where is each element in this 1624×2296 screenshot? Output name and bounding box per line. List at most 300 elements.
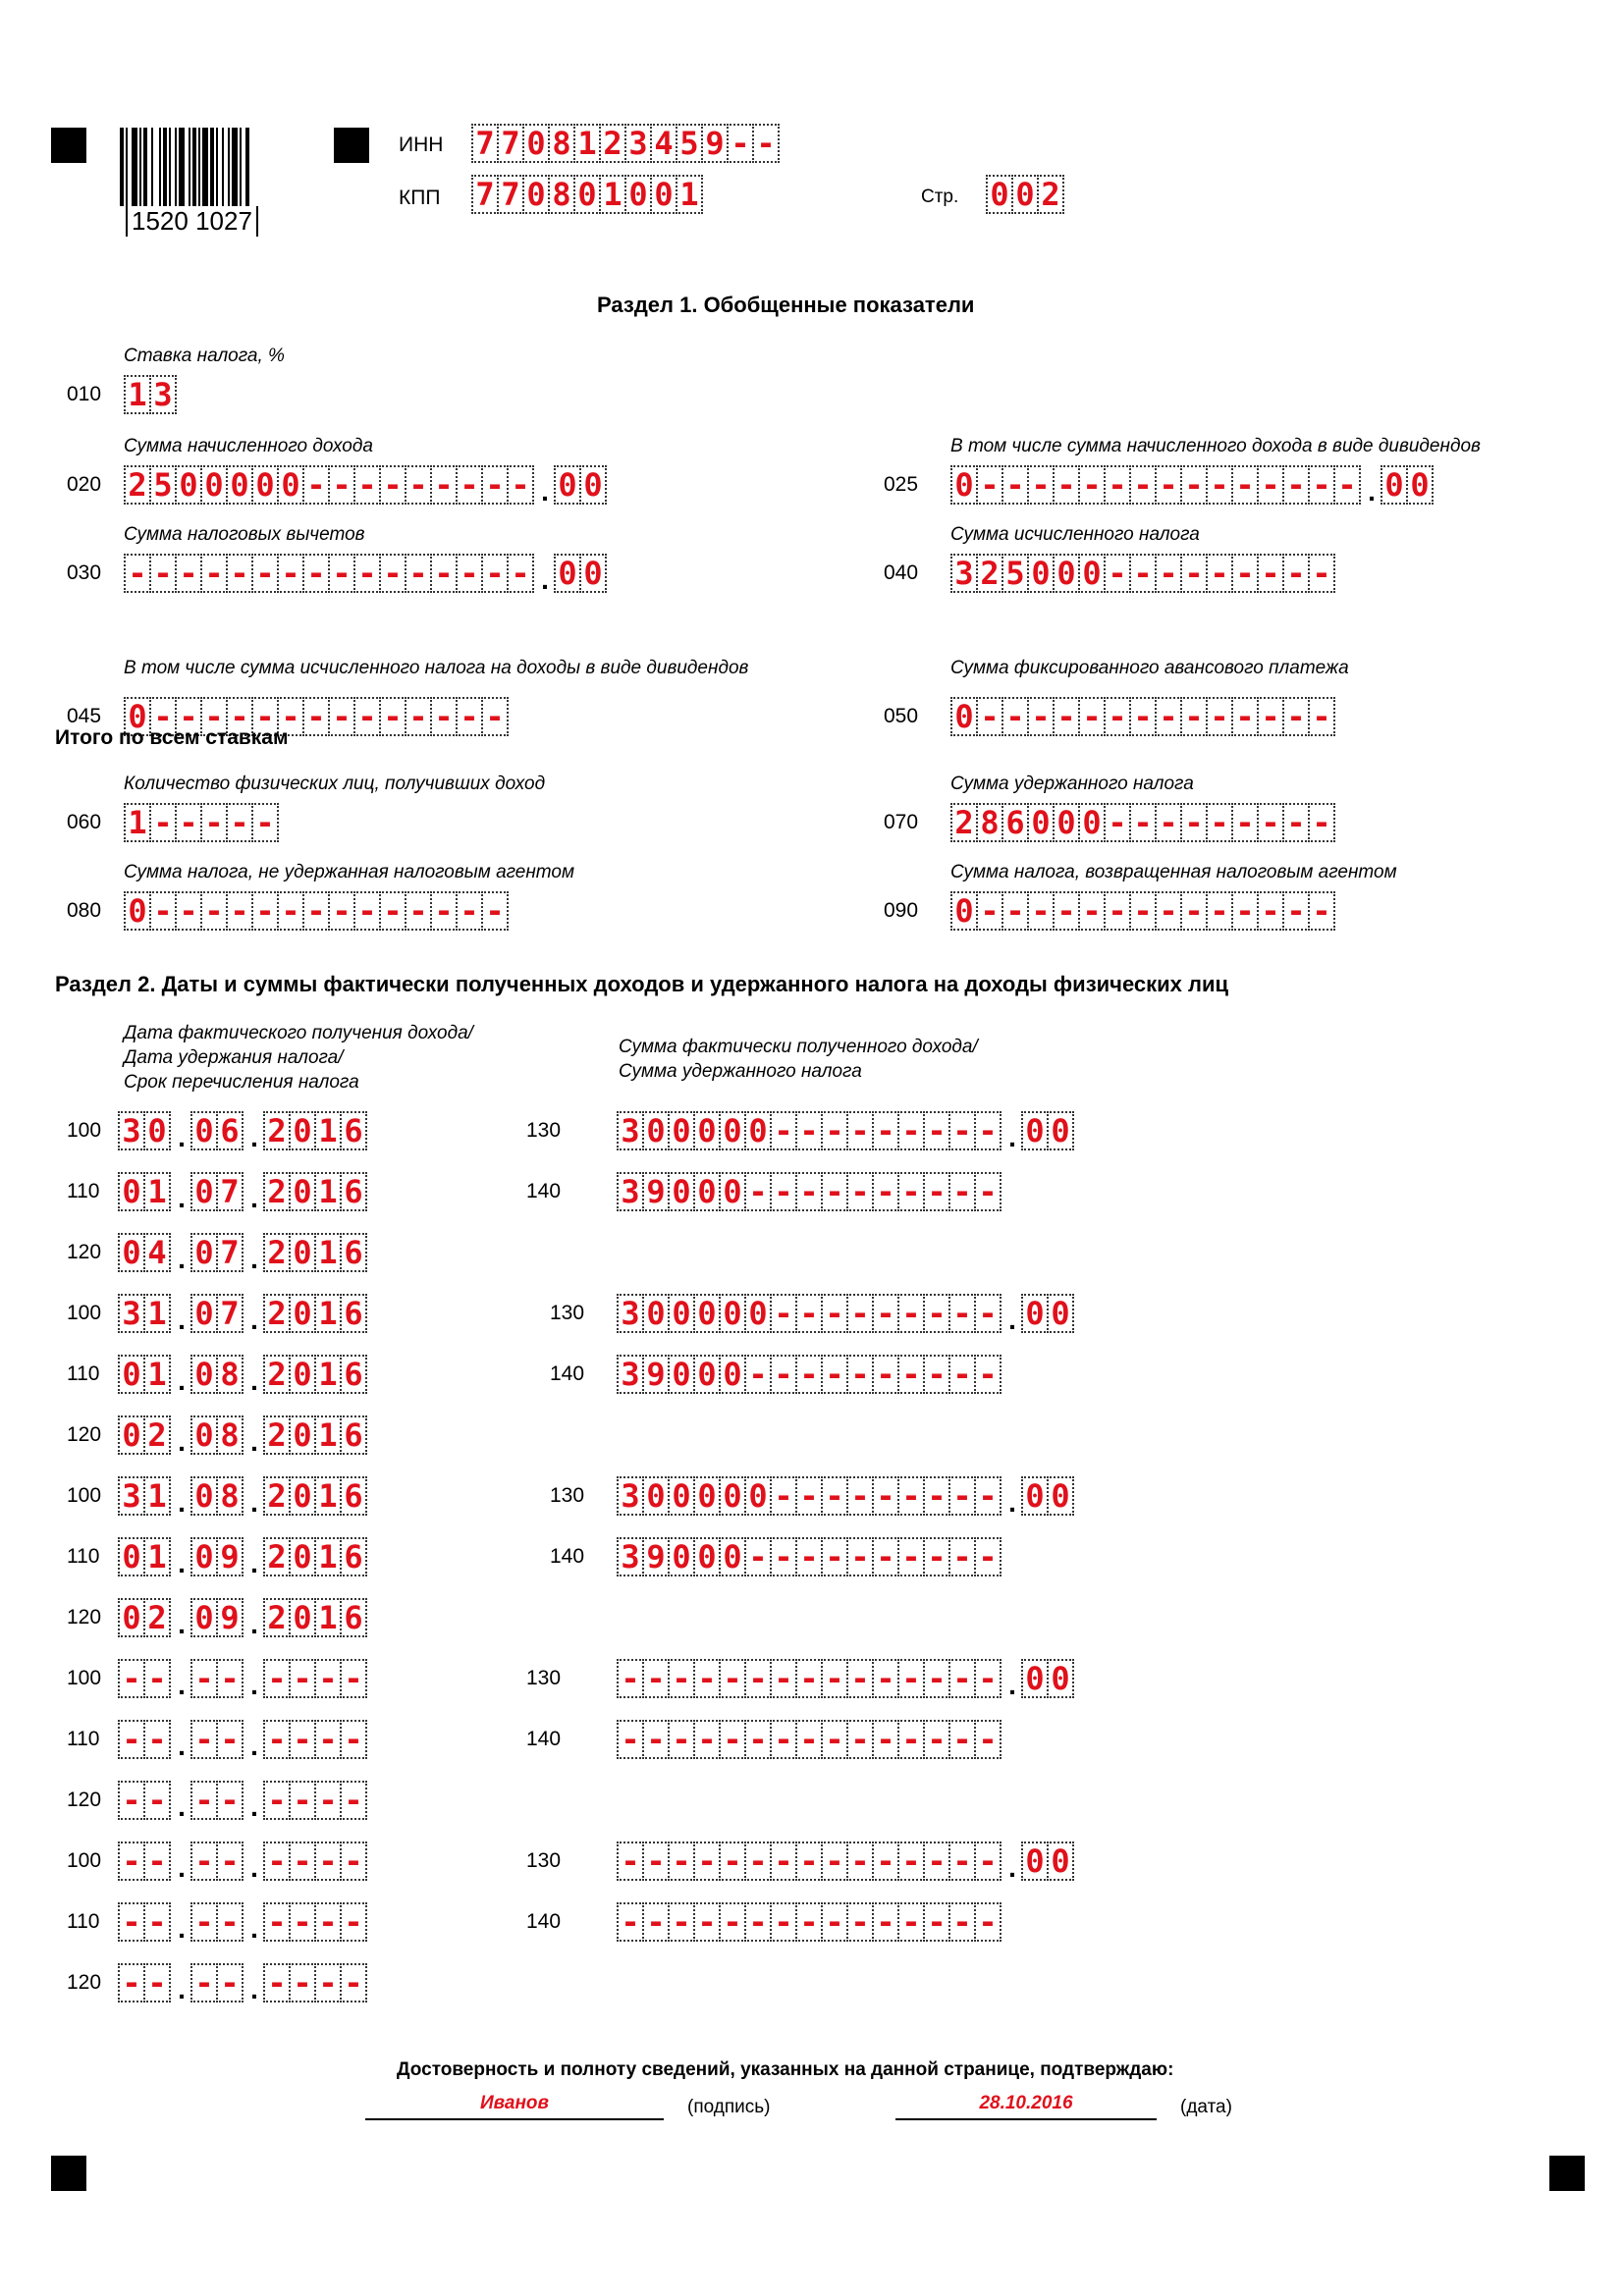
barcode-bar [216, 128, 218, 206]
separator: . [250, 1913, 258, 1944]
signature-field[interactable]: Иванов [365, 2093, 664, 2120]
char-cell: - [1129, 465, 1157, 505]
amount-field-130[interactable] [617, 1657, 1074, 1700]
char-cell: - [770, 1111, 797, 1150]
separator: . [178, 1731, 186, 1761]
char-cell: - [1257, 803, 1284, 842]
char-cell: - [693, 1902, 721, 1942]
char-cell: - [277, 891, 304, 931]
char-cell: - [328, 891, 355, 931]
char-cell: - [948, 1659, 976, 1698]
char-cell: - [190, 1842, 218, 1881]
char-cell: - [821, 1172, 848, 1211]
char-cell: - [302, 891, 330, 931]
char-cell: - [251, 554, 279, 593]
char-cell: 0 [1047, 1476, 1074, 1516]
field-050[interactable] [950, 695, 1335, 738]
char-cell: - [379, 891, 406, 931]
field-070[interactable] [950, 801, 1335, 844]
char-cell: 3 [617, 1537, 644, 1576]
char-cell: 9 [642, 1537, 670, 1576]
char-cell: - [923, 1537, 950, 1576]
separator: . [178, 1305, 186, 1335]
char-cell: - [1206, 465, 1233, 505]
date-field-100[interactable] [118, 1292, 367, 1335]
char-cell: - [226, 554, 253, 593]
separator: . [541, 564, 549, 595]
separator: . [178, 1487, 186, 1518]
char-cell: - [481, 465, 509, 505]
char-cell: 2 [950, 803, 978, 842]
date-field-110[interactable] [118, 1353, 367, 1396]
char-cell: 0 [1021, 1294, 1049, 1333]
char-cell: 0 [289, 1111, 316, 1150]
char-cell: - [744, 1172, 772, 1211]
char-cell: - [353, 697, 381, 736]
line-code-110: 110 [67, 1362, 100, 1385]
separator: . [178, 1670, 186, 1700]
char-cell: - [744, 1720, 772, 1759]
char-cell: 0 [1078, 554, 1106, 593]
char-cell: - [872, 1902, 899, 1942]
line-code-120: 120 [67, 1606, 102, 1629]
char-cell: - [795, 1294, 823, 1333]
date-header-line-1: Дата фактического получения дохода/ [124, 1023, 473, 1043]
amount-field-140[interactable] [617, 1718, 1001, 1761]
char-cell: - [379, 697, 406, 736]
char-cell: - [948, 1537, 976, 1576]
char-cell: - [216, 1842, 244, 1881]
char-cell: - [668, 1842, 695, 1881]
separator: . [250, 1426, 258, 1457]
field-090[interactable] [950, 889, 1335, 933]
field-label-080: Сумма налога, не удержанная налоговым агентом [124, 862, 575, 882]
char-cell: 0 [226, 465, 253, 505]
char-cell: 1 [314, 1415, 342, 1455]
char-cell: - [1180, 803, 1208, 842]
barcode-bar [132, 128, 137, 206]
char-cell: - [897, 1720, 925, 1759]
char-cell: 1 [676, 175, 703, 214]
date-field-120[interactable] [118, 1231, 367, 1274]
char-cell: 0 [118, 1172, 145, 1211]
char-cell: - [719, 1720, 746, 1759]
char-cell: - [481, 697, 509, 736]
char-cell: 6 [216, 1111, 244, 1150]
char-cell: 0 [1406, 465, 1434, 505]
barcode-bar [202, 128, 208, 206]
char-cell: - [1001, 465, 1029, 505]
char-cell: - [263, 1781, 291, 1820]
char-cell: - [1282, 697, 1310, 736]
char-cell: - [1231, 554, 1259, 593]
char-cell: - [1001, 697, 1029, 736]
field-025[interactable] [950, 463, 1434, 507]
line-code-130: 130 [526, 1849, 562, 1872]
char-cell: 9 [216, 1598, 244, 1637]
field-label-070: Сумма удержанного налога [950, 774, 1194, 794]
char-cell: 5 [1001, 554, 1029, 593]
line-code-130: 130 [526, 1119, 562, 1142]
char-cell: 0 [624, 175, 652, 214]
char-cell: - [948, 1720, 976, 1759]
char-cell: - [216, 1963, 244, 2002]
char-cell: 2 [263, 1233, 291, 1272]
separator: . [250, 1183, 258, 1213]
char-cell: - [744, 1842, 772, 1881]
char-cell: 0 [190, 1294, 218, 1333]
char-cell: - [846, 1842, 874, 1881]
kpp-field[interactable] [471, 173, 703, 216]
char-cell: - [719, 1902, 746, 1942]
char-cell: - [846, 1659, 874, 1698]
field-label-060: Количество физических лиц, получивших доход [124, 774, 546, 794]
char-cell: 7 [216, 1172, 244, 1211]
char-cell: - [263, 1963, 291, 2002]
char-cell: - [1231, 891, 1259, 931]
char-cell: 0 [719, 1355, 746, 1394]
char-cell: - [923, 1902, 950, 1942]
char-cell: - [923, 1476, 950, 1516]
barcode-bar [179, 128, 185, 206]
char-cell: - [821, 1902, 848, 1942]
field-080[interactable] [124, 889, 509, 933]
char-cell: - [302, 697, 330, 736]
char-cell: - [821, 1720, 848, 1759]
char-cell: 0 [986, 175, 1013, 214]
char-cell: - [642, 1902, 670, 1942]
char-cell: - [974, 1902, 1001, 1942]
char-cell: - [1308, 891, 1335, 931]
amount-field-130[interactable] [617, 1840, 1074, 1883]
char-cell: - [846, 1720, 874, 1759]
char-cell: - [405, 697, 432, 736]
date-label: (дата) [1180, 2097, 1232, 2117]
char-cell: - [456, 697, 483, 736]
char-cell: - [430, 891, 458, 931]
char-cell: - [481, 554, 509, 593]
char-cell: - [795, 1537, 823, 1576]
char-cell: 1 [314, 1476, 342, 1516]
separator: . [250, 1548, 258, 1578]
amount-field-140[interactable] [617, 1900, 1001, 1944]
char-cell: - [1104, 891, 1131, 931]
char-cell: - [897, 1111, 925, 1150]
amount-field-130[interactable] [617, 1292, 1074, 1335]
char-cell: - [974, 1476, 1001, 1516]
char-cell: - [1282, 554, 1310, 593]
line-code-050: 050 [884, 705, 919, 727]
char-cell: - [1104, 803, 1131, 842]
char-cell: 2 [599, 124, 626, 163]
char-cell: - [821, 1111, 848, 1150]
char-cell: - [668, 1659, 695, 1698]
barcode-bar [245, 128, 249, 206]
char-cell: - [353, 891, 381, 931]
char-cell: 0 [579, 465, 607, 505]
char-cell: - [1180, 891, 1208, 931]
char-cell: - [642, 1842, 670, 1881]
char-cell: - [302, 465, 330, 505]
separator: . [1008, 1122, 1016, 1152]
char-cell: 1 [573, 124, 601, 163]
char-cell: - [744, 1355, 772, 1394]
field-label-010: Ставка налога, % [124, 346, 285, 366]
date-field-100[interactable] [118, 1474, 367, 1518]
char-cell: - [897, 1902, 925, 1942]
char-cell: - [846, 1476, 874, 1516]
amount-header-line-1: Сумма фактически полученного дохода/ [619, 1037, 978, 1057]
char-cell: - [1053, 891, 1080, 931]
char-cell: 0 [719, 1537, 746, 1576]
amount-field-130[interactable] [617, 1109, 1074, 1152]
amount-header [619, 1035, 978, 1084]
char-cell: - [190, 1781, 218, 1820]
char-cell: - [340, 1902, 367, 1942]
char-cell: - [277, 554, 304, 593]
char-cell: - [1206, 697, 1233, 736]
char-cell: 0 [118, 1355, 145, 1394]
line-code-120: 120 [67, 1789, 102, 1811]
field-040[interactable] [950, 552, 1335, 595]
line-code-130: 130 [550, 1302, 585, 1324]
char-cell: - [1155, 554, 1182, 593]
char-cell: - [872, 1720, 899, 1759]
char-cell: 0 [200, 465, 228, 505]
date-field-110[interactable] [118, 1900, 367, 1944]
char-cell: - [175, 697, 202, 736]
char-cell: - [200, 697, 228, 736]
amount-field-130[interactable] [617, 1474, 1074, 1518]
char-cell: - [175, 554, 202, 593]
char-cell: 6 [340, 1415, 367, 1455]
char-cell: - [1129, 554, 1157, 593]
char-cell: - [974, 1172, 1001, 1211]
date-field-100[interactable] [118, 1109, 367, 1152]
char-cell: 2 [263, 1476, 291, 1516]
char-cell: - [719, 1659, 746, 1698]
char-cell: - [617, 1842, 644, 1881]
barcode-bar [151, 128, 153, 206]
char-cell: 2 [263, 1355, 291, 1394]
char-cell: 0 [118, 1537, 145, 1576]
char-cell: - [974, 1659, 1001, 1698]
barcode [116, 128, 312, 238]
char-cell: - [617, 1720, 644, 1759]
separator: . [1008, 1487, 1016, 1518]
separator: . [1008, 1852, 1016, 1883]
page-label: Стр. [921, 187, 959, 207]
char-cell: 0 [1021, 1111, 1049, 1150]
char-cell: - [974, 1111, 1001, 1150]
char-cell: 0 [1047, 1294, 1074, 1333]
barcode-bar [189, 128, 190, 206]
char-cell: - [263, 1902, 291, 1942]
char-cell: - [430, 554, 458, 593]
char-cell: 7 [216, 1294, 244, 1333]
date-field-120[interactable] [118, 1961, 367, 2004]
char-cell: 6 [340, 1233, 367, 1272]
char-cell: 0 [668, 1172, 695, 1211]
char-cell: 0 [190, 1111, 218, 1150]
amount-field-140[interactable] [617, 1535, 1001, 1578]
char-cell: - [289, 1720, 316, 1759]
char-cell: 2 [124, 465, 151, 505]
char-cell: 9 [701, 124, 729, 163]
line-code-100: 100 [67, 1119, 102, 1142]
barcode-bar [175, 128, 177, 206]
char-cell: - [1078, 697, 1106, 736]
date-field-120[interactable] [118, 1779, 367, 1822]
char-cell: - [923, 1659, 950, 1698]
char-cell: 1 [314, 1355, 342, 1394]
date-field-100[interactable] [118, 1657, 367, 1700]
char-cell: - [693, 1659, 721, 1698]
field-label-045: В том числе сумма исчисленного налога на доходы в виде дивидендов [124, 658, 749, 678]
char-cell: 6 [340, 1294, 367, 1333]
char-cell: - [897, 1355, 925, 1394]
char-cell: 8 [976, 803, 1003, 842]
char-cell: 1 [314, 1294, 342, 1333]
line-code-140: 140 [526, 1728, 562, 1750]
char-cell: - [617, 1902, 644, 1942]
char-cell: - [200, 891, 228, 931]
line-code-020: 020 [67, 473, 102, 496]
date-field-120[interactable] [118, 1596, 367, 1639]
separator: . [178, 1609, 186, 1639]
char-cell: 9 [642, 1355, 670, 1394]
line-code-070: 070 [884, 811, 919, 833]
date-field[interactable]: 28.10.2016 [895, 2093, 1157, 2120]
barcode-bar [143, 128, 147, 206]
separator: . [250, 1609, 258, 1639]
date-field-110[interactable] [118, 1170, 367, 1213]
char-cell: 0 [668, 1476, 695, 1516]
barcode-bar [192, 128, 196, 206]
char-cell: 0 [668, 1294, 695, 1333]
char-cell: - [1104, 465, 1131, 505]
char-cell: - [872, 1294, 899, 1333]
char-cell: - [770, 1476, 797, 1516]
char-cell: 0 [289, 1476, 316, 1516]
char-cell: - [897, 1172, 925, 1211]
separator: . [250, 1731, 258, 1761]
char-cell: 0 [668, 1355, 695, 1394]
char-cell: 1 [143, 1537, 171, 1576]
inn-field[interactable] [471, 122, 780, 165]
date-field-120[interactable] [118, 1414, 367, 1457]
char-cell: 3 [617, 1111, 644, 1150]
separator: . [178, 1913, 186, 1944]
barcode-bar [120, 128, 124, 206]
char-cell: - [1027, 891, 1055, 931]
char-cell: - [405, 465, 432, 505]
char-cell: - [1155, 891, 1182, 931]
char-cell: 0 [744, 1476, 772, 1516]
line-code-140: 140 [526, 1180, 562, 1202]
line-code-130: 130 [526, 1667, 562, 1689]
field-060[interactable] [124, 801, 279, 844]
char-cell: - [340, 1659, 367, 1698]
char-cell: 1 [599, 175, 626, 214]
barcode-bar [126, 128, 128, 206]
char-cell: 7 [216, 1233, 244, 1272]
char-cell: - [1129, 803, 1157, 842]
separator: . [541, 476, 549, 507]
char-cell: - [1001, 891, 1029, 931]
registration-mark-top-left [51, 128, 86, 163]
date-field-100[interactable] [118, 1840, 367, 1883]
char-cell: - [948, 1902, 976, 1942]
char-cell: - [1257, 697, 1284, 736]
char-cell: - [1257, 554, 1284, 593]
char-cell: 2 [263, 1172, 291, 1211]
char-cell: - [719, 1842, 746, 1881]
date-field-110[interactable] [118, 1718, 367, 1761]
char-cell: 0 [650, 175, 677, 214]
barcode-bar [139, 128, 141, 206]
char-cell: - [872, 1842, 899, 1881]
char-cell: - [846, 1902, 874, 1942]
char-cell: - [143, 1659, 171, 1698]
date-field-110[interactable] [118, 1535, 367, 1578]
char-cell: - [795, 1476, 823, 1516]
char-cell: - [770, 1659, 797, 1698]
char-cell: 6 [340, 1537, 367, 1576]
char-cell: 0 [1027, 554, 1055, 593]
char-cell: - [821, 1476, 848, 1516]
char-cell: 0 [522, 124, 550, 163]
char-cell: 0 [190, 1537, 218, 1576]
char-cell: - [872, 1659, 899, 1698]
char-cell: 0 [693, 1355, 721, 1394]
char-cell: 0 [1380, 465, 1408, 505]
char-cell: - [752, 124, 780, 163]
field-020[interactable] [124, 463, 607, 507]
char-cell: - [456, 891, 483, 931]
line-code-040: 040 [884, 561, 919, 584]
line-code-030: 030 [67, 561, 102, 584]
char-cell: 0 [693, 1537, 721, 1576]
page-number-field[interactable] [986, 173, 1064, 216]
separator: . [250, 1244, 258, 1274]
char-cell: 0 [190, 1233, 218, 1272]
char-cell: - [617, 1659, 644, 1698]
char-cell: - [118, 1720, 145, 1759]
char-cell: 5 [149, 465, 177, 505]
char-cell: - [976, 891, 1003, 931]
section1-title: Раздел 1. Обобщенные показатели [597, 293, 975, 317]
char-cell: - [727, 124, 754, 163]
char-cell: 0 [1078, 803, 1106, 842]
char-cell: - [430, 697, 458, 736]
amount-field-140[interactable] [617, 1170, 1001, 1213]
field-010[interactable] [124, 373, 177, 416]
char-cell: - [1308, 803, 1335, 842]
char-cell: - [1180, 697, 1208, 736]
field-030[interactable] [124, 552, 607, 595]
char-cell: - [149, 891, 177, 931]
char-cell: - [1129, 697, 1157, 736]
char-cell: - [1231, 803, 1259, 842]
char-cell: 0 [642, 1111, 670, 1150]
barcode-bar [210, 128, 214, 206]
barcode-bar [232, 128, 238, 206]
amount-field-140[interactable] [617, 1353, 1001, 1396]
char-cell: - [897, 1659, 925, 1698]
line-code-100: 100 [67, 1849, 102, 1872]
char-cell: - [379, 465, 406, 505]
